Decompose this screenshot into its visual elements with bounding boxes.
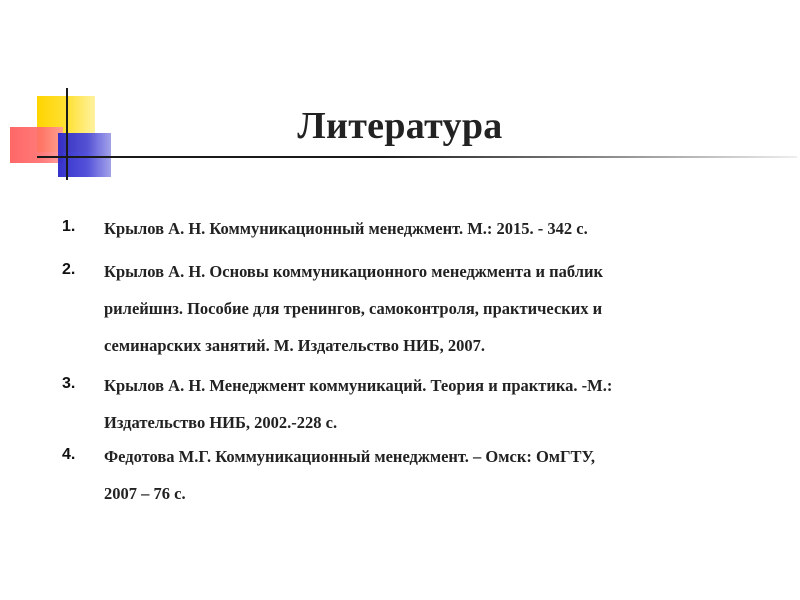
list-item-line: Крылов А. Н. Основы коммуникационного менеджмента и паблик <box>104 262 604 281</box>
list-item-number: 4. <box>62 446 76 463</box>
slide-title: Литература <box>297 105 503 147</box>
list-item-text <box>104 438 724 512</box>
list-item-number: 1. <box>62 218 76 235</box>
list-item-text <box>104 367 724 441</box>
list-item-line: Крылов А. Н. Коммуникационный менеджмент. М.: 2015. - 342 с. <box>104 219 588 238</box>
list-item-line: семинарских занятий. М. Издательство НИБ, 2007. <box>104 336 486 355</box>
title-underline <box>37 156 797 158</box>
list-item-text <box>104 253 724 364</box>
list-item-line: Издательство НИБ, 2002.-228 с. <box>104 413 338 432</box>
list-item-line: рилейшнз. Пособие для тренингов, самоконтроля, практических и <box>104 299 603 318</box>
list-item-line: 2007 – 76 с. <box>104 484 186 503</box>
list-item-line: Федотова М.Г. Коммуникационный менеджмент. – Омск: ОмГТУ, <box>104 447 596 466</box>
list-item-number: 3. <box>62 375 76 392</box>
list-item-line: Крылов А. Н. Менеджмент коммуникаций. Теория и практика. -М.: <box>104 376 613 395</box>
list-item-text <box>104 210 724 247</box>
decorative-vertical-line <box>66 88 68 180</box>
list-item-number: 2. <box>62 261 76 278</box>
